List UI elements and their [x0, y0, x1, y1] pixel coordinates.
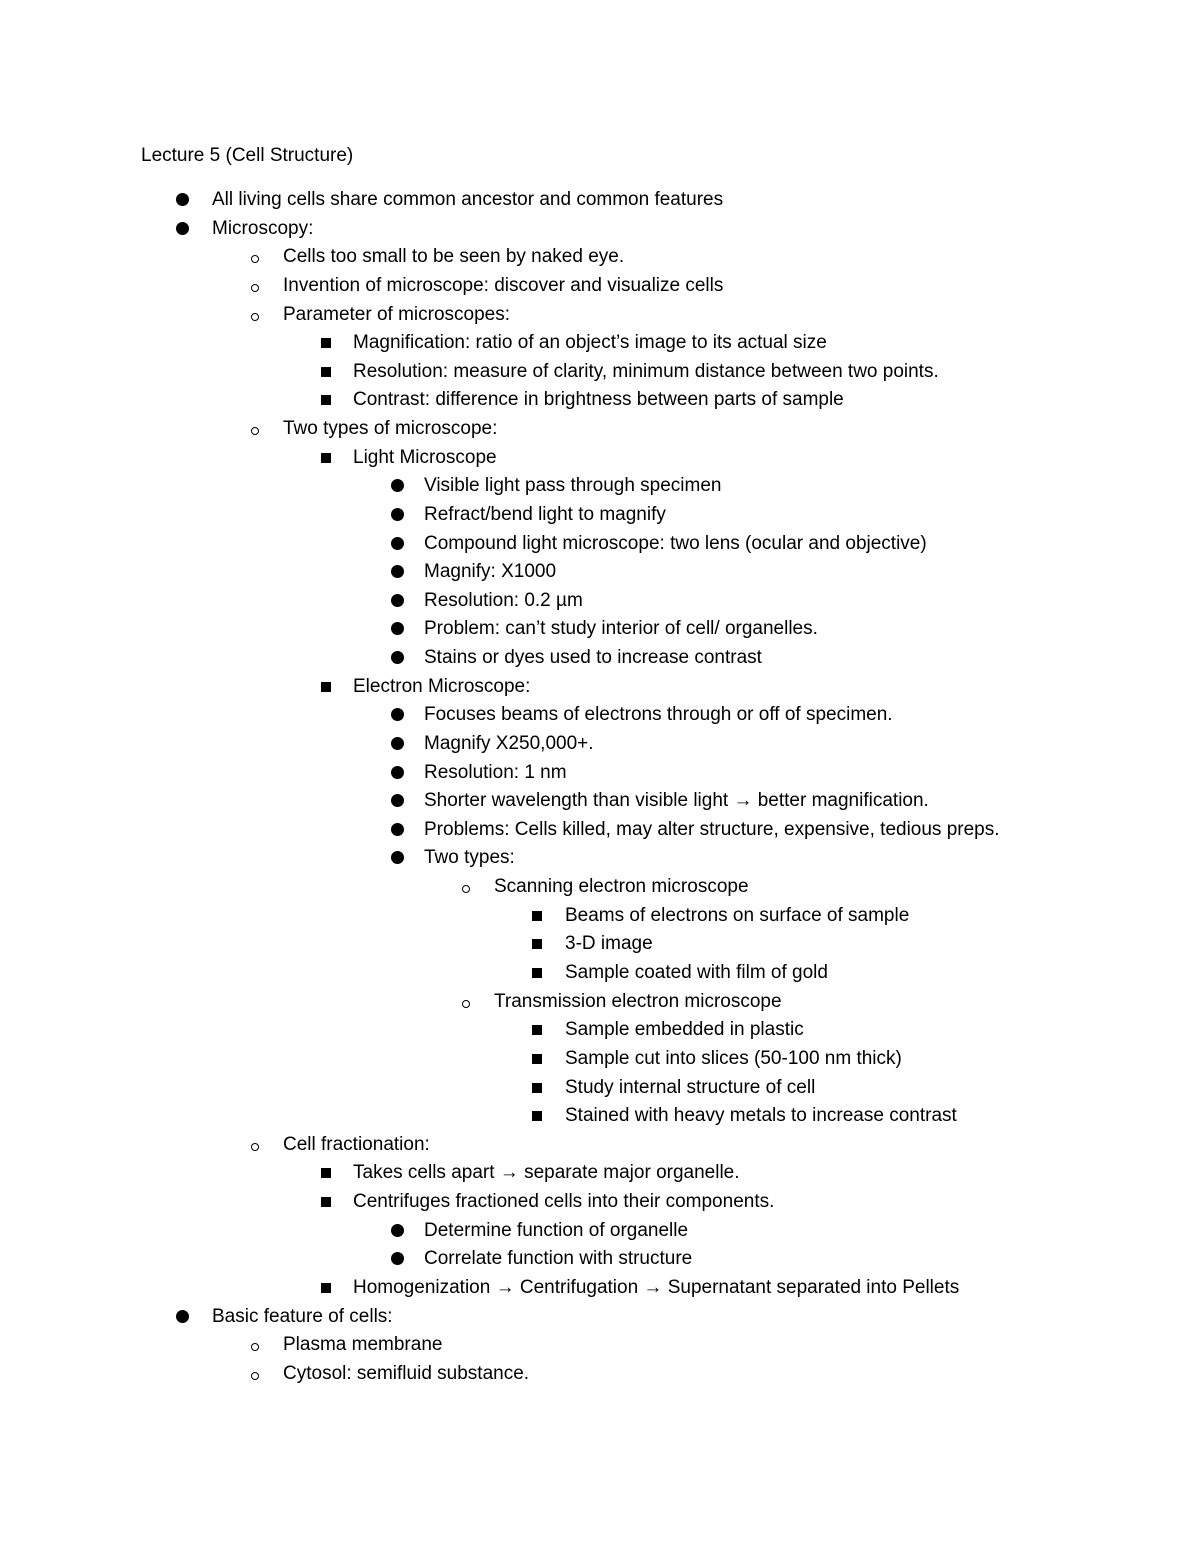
circle-bullet-icon [251, 273, 275, 299]
list-item-text: Resolution: 1 nm [424, 762, 567, 783]
list-item-text: Compound light microscope: two lens (ocular and objective) [424, 533, 927, 554]
list-item-text: Focuses beams of electrons through or off of specimen. [424, 704, 893, 725]
list-item-text: Magnification: ratio of an object’s image to its actual size [353, 332, 827, 353]
list-item-text: Resolution: 0.2 µm [424, 590, 583, 611]
list-item-text: Transmission electron microscope [494, 991, 782, 1012]
list-item-text: Refract/bend light to magnify [424, 504, 666, 525]
square-bullet-icon [532, 1046, 556, 1072]
list-item-text: Microscopy: [212, 218, 314, 239]
list-item-text: Resolution: measure of clarity, minimum distance between two points. [353, 361, 939, 382]
list-item-text: Cytosol: semifluid substance. [283, 1363, 530, 1384]
circle-bullet-icon [251, 1332, 275, 1358]
list-item-text: Magnify X250,000+. [424, 733, 594, 754]
disc-bullet-icon [391, 588, 415, 614]
list-item-text: Determine function of organelle [424, 1220, 689, 1241]
disc-bullet-icon [391, 559, 415, 585]
list-item-text: Contrast: difference in brightness between parts of sample [353, 389, 844, 410]
disc-bullet-icon [391, 531, 415, 557]
list-item-text: 3-D image [565, 933, 653, 954]
list-item-text: Sample coated with film of gold [565, 962, 828, 983]
list-item-text: Sample cut into slices (50-100 nm thick) [565, 1048, 902, 1069]
square-bullet-icon [532, 903, 556, 929]
list-item-text: Problems: Cells killed, may alter structure, expensive, tedious preps. [424, 819, 1000, 840]
disc-bullet-icon [391, 1246, 415, 1272]
square-bullet-icon [321, 359, 345, 385]
disc-bullet-icon [391, 817, 415, 843]
list-item-text: Shorter wavelength than visible light → better magnification. [424, 790, 929, 811]
list-item-text: Invention of microscope: discover and visualize cells [283, 275, 724, 296]
square-bullet-icon [532, 1103, 556, 1129]
disc-bullet-icon [391, 731, 415, 757]
circle-bullet-icon [462, 989, 486, 1015]
list-item-text: Magnify: X1000 [424, 561, 557, 582]
list-item-text: Centrifuges fractioned cells into their components. [353, 1191, 775, 1212]
square-bullet-icon [532, 1075, 556, 1101]
disc-bullet-icon [391, 616, 415, 642]
list-item-text: Two types: [424, 847, 515, 868]
list-item-text: Beams of electrons on surface of sample [565, 905, 910, 926]
list-item-text: All living cells share common ancestor and common features [212, 189, 724, 210]
circle-bullet-icon [251, 416, 275, 442]
list-item-text: Visible light pass through specimen [424, 475, 722, 496]
list-item-text: Cell fractionation: [283, 1134, 430, 1155]
disc-bullet-icon [391, 788, 415, 814]
list-item-text: Plasma membrane [283, 1334, 443, 1355]
square-bullet-icon [321, 1189, 345, 1215]
square-bullet-icon [532, 1017, 556, 1043]
circle-bullet-icon [462, 874, 486, 900]
square-bullet-icon [321, 1275, 345, 1301]
list-item-text: Scanning electron microscope [494, 876, 749, 897]
disc-bullet-icon [176, 216, 200, 242]
disc-bullet-icon [391, 702, 415, 728]
disc-bullet-icon [391, 845, 415, 871]
disc-bullet-icon [391, 473, 415, 499]
square-bullet-icon [532, 931, 556, 957]
square-bullet-icon [321, 1160, 345, 1186]
list-item-text: Sample embedded in plastic [565, 1019, 804, 1040]
list-item-text: Problem: can’t study interior of cell/ organelles. [424, 618, 818, 639]
circle-bullet-icon [251, 244, 275, 270]
square-bullet-icon [321, 445, 345, 471]
square-bullet-icon [321, 387, 345, 413]
list-item-text: Study internal structure of cell [565, 1077, 816, 1098]
square-bullet-icon [321, 330, 345, 356]
disc-bullet-icon [391, 502, 415, 528]
list-item-text: Basic feature of cells: [212, 1306, 393, 1327]
list-item-text: Electron Microscope: [353, 676, 531, 697]
square-bullet-icon [532, 960, 556, 986]
list-item-text: Correlate function with structure [424, 1248, 693, 1269]
circle-bullet-icon [251, 302, 275, 328]
list-item-text: Homogenization → Centrifugation → Supernatant separated into Pellets [353, 1277, 960, 1298]
disc-bullet-icon [176, 187, 200, 213]
list-item-text: Cells too small to be seen by naked eye. [283, 246, 625, 267]
disc-bullet-icon [391, 1218, 415, 1244]
list-item-text: Stained with heavy metals to increase contrast [565, 1105, 957, 1126]
square-bullet-icon [321, 674, 345, 700]
circle-bullet-icon [251, 1361, 275, 1387]
list-item-text: Takes cells apart → separate major organelle. [353, 1162, 740, 1183]
list-item-text: Two types of microscope: [283, 418, 498, 439]
disc-bullet-icon [391, 645, 415, 671]
list-item-text: Light Microscope [353, 447, 497, 468]
list-item-text: Stains or dyes used to increase contrast [424, 647, 762, 668]
circle-bullet-icon [251, 1132, 275, 1158]
disc-bullet-icon [391, 760, 415, 786]
page-title: Lecture 5 (Cell Structure) [141, 145, 354, 166]
list-item-text: Parameter of microscopes: [283, 304, 511, 325]
disc-bullet-icon [176, 1304, 200, 1330]
